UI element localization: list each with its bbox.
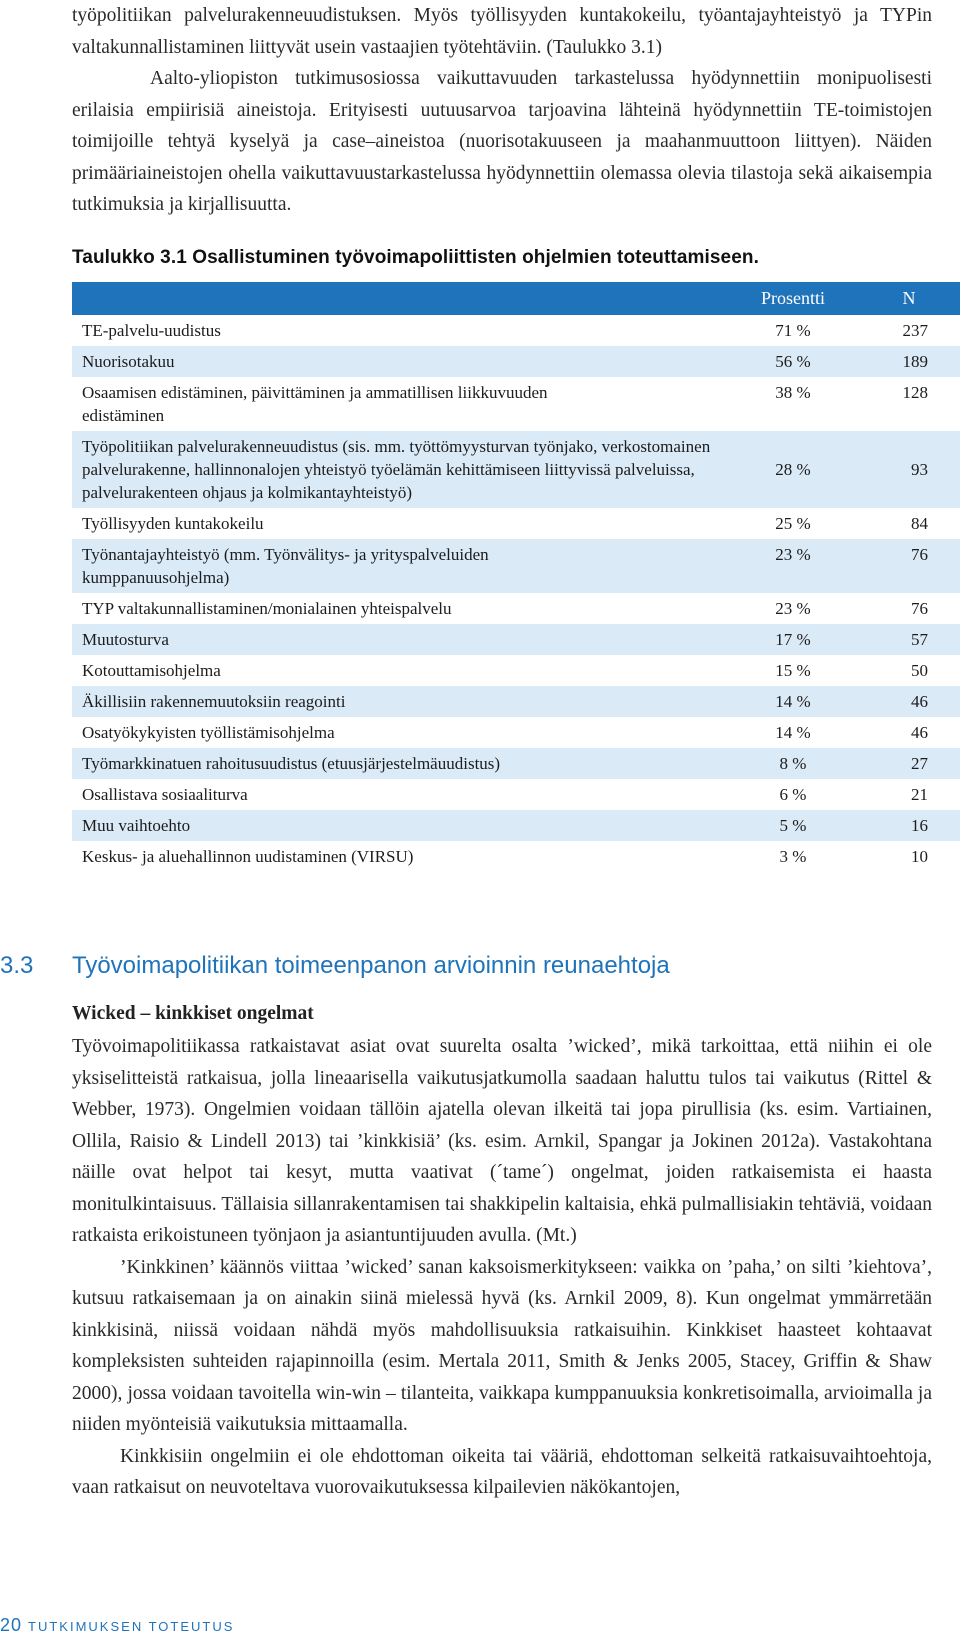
row-percent: 17 %: [738, 624, 848, 655]
row-label: Kotouttamisohjelma: [82, 661, 221, 680]
row-percent: 15 %: [775, 661, 811, 680]
row-n: 21: [911, 785, 928, 804]
row-n: 128: [902, 383, 928, 402]
row-percent: 56 %: [738, 346, 848, 377]
table-row: [72, 748, 960, 779]
running-head: TUTKIMUKSEN TOTEUTUS: [28, 1619, 235, 1634]
table-header-row: [72, 282, 960, 315]
table-caption: Taulukko 3.1 Osallistuminen työvoimapoliittisten ohjelmien toteuttamiseen.: [72, 247, 759, 268]
section-title: Työvoimapolitiikan toimeenpanon arvioinnin reunaehtoja: [72, 952, 670, 979]
table-row: [72, 539, 960, 593]
row-n: 16: [848, 810, 960, 841]
row-percent: 28 %: [738, 431, 848, 508]
row-percent: 25 %: [775, 514, 811, 533]
table-row: [72, 686, 960, 717]
table-row: [72, 346, 960, 377]
row-n: 93: [848, 431, 960, 508]
row-n: 10: [911, 847, 928, 866]
header-n: N: [848, 282, 960, 315]
row-n: 50: [911, 661, 928, 680]
section-heading: [0, 952, 670, 980]
row-label: Osatyökykyisten työllistämisohjelma: [82, 723, 335, 742]
body-paragraph-1: Työvoimapolitiikassa ratkaistavat asiat ovat suurelta osalta ’wicked’, mikä tarkoittaa, että niihin ei ole yksiselitteistä ratkaisua, jolla lineaarisella vaikutusjatkumolla saadaan haluttu tulos tai vaikutus (Rittel & Webber, 1973). Ongelmien voidaan tällöin ajatella olevan ilkeitä tai jopa pirullisia (ks. esim. Vartiainen, Ollila, Raisio & Lindell 2013) tai ’kinkkisiä’ (ks. esim. Arnkil, Spangar ja Jokinen 2012a). Vastakohtana näille ovat helpot tai kesyt, mutta vaativat (´tame´) ongelmat, joiden ratkaisemista ei haasta monitulkintaisuus. Tällaisia sillanrakentamisen tai shakkipelin kaltaisia, ehkä pulmallisiakin tehtäviä, voidaan ratkaista erikoistuneen työnjaon ja asiantuntijuuden avulla. (Mt.): [72, 1036, 932, 1246]
row-percent: 71 %: [775, 321, 811, 340]
body-paragraph-3: Kinkkisiin ongelmiin ei ole ehdottoman oikeita tai vääriä, ehdottoman selkeitä ratkaisuvaihtoehtoja, vaan ratkaisut on neuvoteltava vuorovaikutuksessa kilpailevien näkökantojen,: [72, 1445, 932, 1498]
intro-paragraph-2: Aalto-yliopiston tutkimusosiossa vaikuttavuuden tarkastelussa hyödynnettiin monipuolisesti erilaisia empiirisiä aineistoja. Erityisesti uutuusarvoa tarjoavina lähteinä hyödynnettiin TE-toimistojen toimijoille tehtyä kyselyä ja case–aineistoa (nuorisotakuuseen ja maahanmuuttoon liittyen). Näiden primääriaineistojen ohella vaikuttavuustarkastelussa hyödynnettiin olemassa olevia tilastoja sekä aikaisempia tutkimuksia ja kirjallisuutta.: [72, 68, 932, 215]
row-n: 57: [848, 624, 960, 655]
row-n: 76: [848, 539, 960, 593]
row-percent: 5 %: [738, 810, 848, 841]
page-number: 20: [0, 1615, 23, 1635]
row-n: 76: [911, 599, 928, 618]
row-label: TE-palvelu-uudistus: [82, 321, 221, 340]
row-label: Työllisyyden kuntakokeilu: [82, 514, 264, 533]
row-label: Muutosturva: [72, 624, 738, 655]
section-body: [72, 1031, 932, 1504]
table-row: [72, 717, 960, 748]
row-label: Äkillisiin rakennemuutoksiin reagointi: [72, 686, 738, 717]
row-label: Työnantajayhteistyö (mm. Työnvälitys- ja yrityspalveluiden kumppanuusohjelma): [72, 539, 738, 593]
intro-text: [72, 0, 932, 221]
row-n: 84: [911, 514, 928, 533]
participation-table: [72, 282, 960, 872]
row-n: 27: [848, 748, 960, 779]
table-row: [72, 593, 960, 624]
subheading: Wicked – kinkkiset ongelmat: [72, 1003, 314, 1024]
page-footer: [0, 1615, 234, 1636]
row-percent: 38 %: [775, 383, 811, 402]
section-number: 3.3: [0, 952, 34, 979]
intro-paragraph-1: työpolitiikan palvelurakenneuudistuksen. Myös työllisyyden kuntakokeilu, työantajayhteistyö ja TYPin valtakunnallistaminen liittyvät usein vastaajien työtehtäviin. (Taulukko 3.1): [72, 5, 932, 58]
row-label: Osallistava sosiaaliturva: [82, 785, 248, 804]
table-row: [72, 377, 960, 431]
body-paragraph-2: ’Kinkkinen’ käännös viittaa ’wicked’ sanan kaksoismerkitykseen: vaikka on ’paha,’ on silti ’kiehtova’, kutsuu ratkaisemaan ja on ainakin siinä mielessä hyvä (ks. Arnkil 2009, 8). Kun ongelmat ymmärretään kinkkisinä, niissä voidaan nähdä myös mahdollisuuksia ratkaisuihin. Kinkkiset haasteet kohtaavat kompleksisten suhteiden rajapinnoilla (esim. Mertala 2011, Smith & Jenks 2005, Stacey, Griffin & Shaw 2000), jossa voidaan tavoitella win-win – tilanteita, vaikkapa kumppanuuksia konkretisoimalla, arvioimalla ja niiden myönteisiä vaikutuksia mittaamalla.: [72, 1256, 932, 1435]
header-percent: Prosentti: [738, 282, 848, 315]
row-percent: 3 %: [779, 847, 807, 866]
table-row: [72, 810, 960, 841]
table-row: [72, 431, 960, 508]
row-percent: 14 %: [738, 686, 848, 717]
row-n: 46: [911, 723, 928, 742]
row-label: Keskus- ja aluehallinnon uudistaminen (VIRSU): [82, 847, 414, 866]
row-label: Nuorisotakuu: [72, 346, 738, 377]
row-percent: 8 %: [738, 748, 848, 779]
table-row: [72, 315, 960, 346]
row-label: Työmarkkinatuen rahoitusuudistus (etuusjärjestelmäuudistus): [72, 748, 738, 779]
row-label: Muu vaihtoehto: [72, 810, 738, 841]
row-label: TYP valtakunnallistaminen/monialainen yhteispalvelu: [82, 599, 452, 618]
table-row: [72, 779, 960, 810]
row-n: 189: [848, 346, 960, 377]
table-row: [72, 624, 960, 655]
row-percent: 23 %: [738, 539, 848, 593]
row-n: 46: [848, 686, 960, 717]
table-row: [72, 508, 960, 539]
row-n: 237: [902, 321, 928, 340]
row-label: Osaamisen edistäminen, päivittäminen ja ammatillisen liikkuvuuden edistäminen: [82, 383, 548, 425]
row-percent: 14 %: [775, 723, 811, 742]
table-row: [72, 841, 960, 872]
row-label: Työpolitiikan palvelurakenneuudistus (sis. mm. työttömyysturvan työnjako, verkostomainen palvelurakenne, hallinnonalojen yhteistyö työelämän kehittämiseen liittyvissä palveluissa, palvelurakenteen ohjaus ja kolmikantayhteistyö): [72, 431, 738, 508]
row-percent: 6 %: [779, 785, 807, 804]
header-item: [72, 282, 738, 315]
row-percent: 23 %: [775, 599, 811, 618]
table-row: [72, 655, 960, 686]
